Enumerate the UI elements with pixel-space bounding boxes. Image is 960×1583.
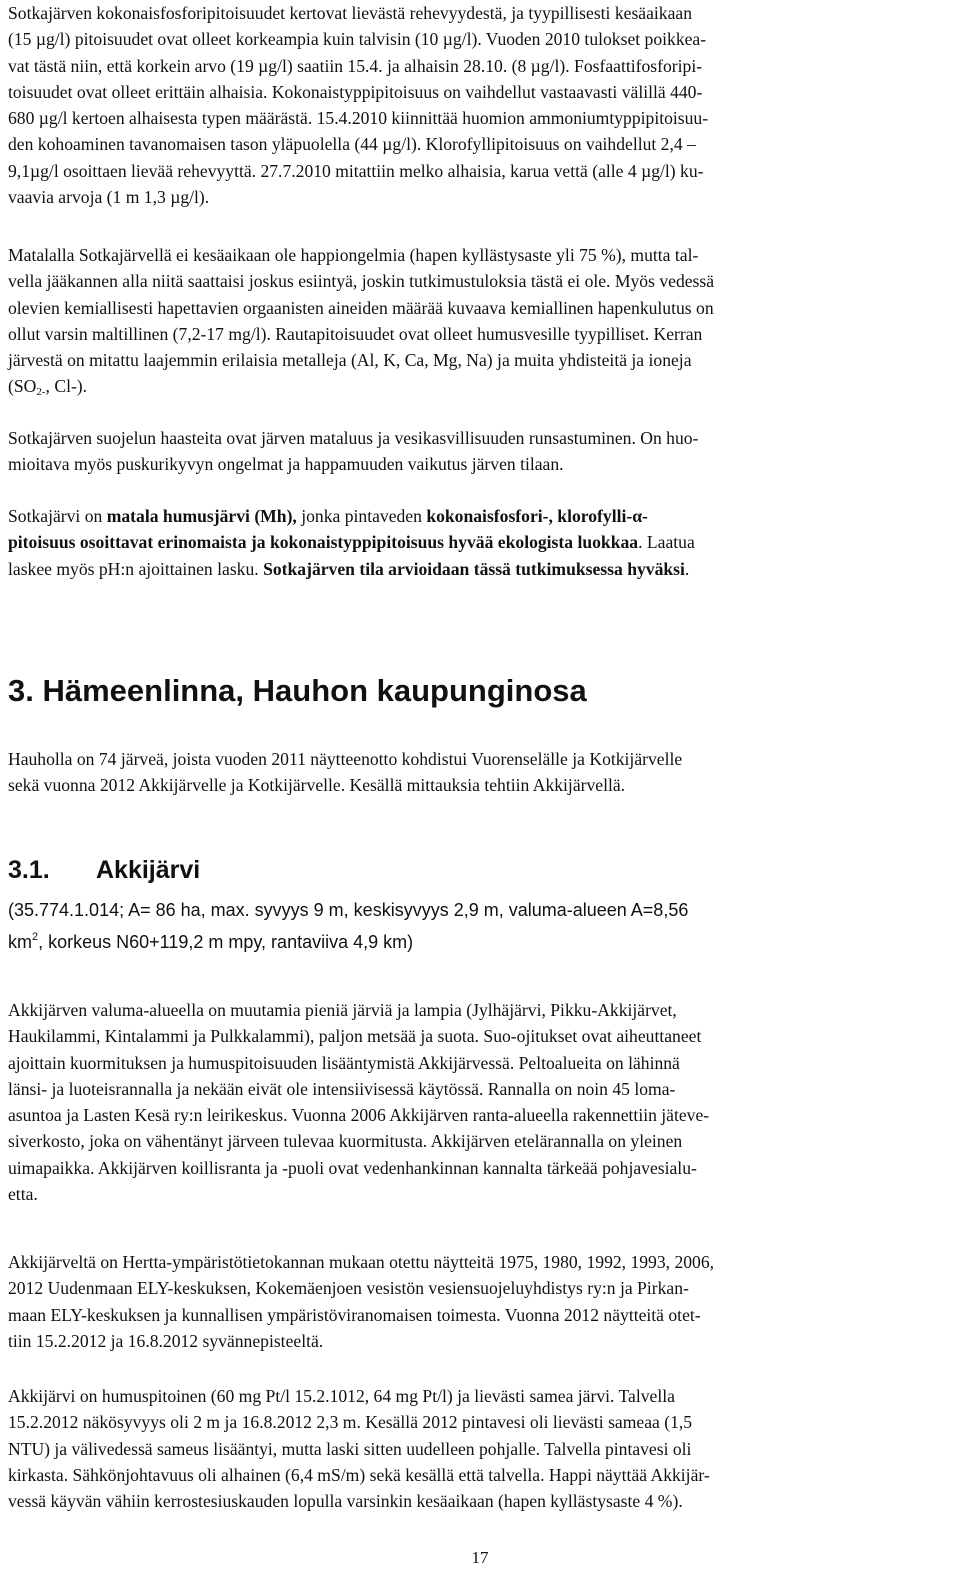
section-heading: 3. Hämeenlinna, Hauhon kaupunginosa [8,673,587,708]
text-line: Matalalla Sotkajärvellä ei kesäaikaan ole happiongelmia (hapen kyllästysaste yli 75 %), mutta tal- [8,245,699,265]
text-run: Sotkajärvi on [8,506,107,526]
text-line: Sotkajärven suojelun haasteita ovat järven mataluus ja vesikasvillisuuden runsastuminen. On huo- [8,428,699,448]
text-line: ollut varsin maltillinen (7,2-17 mg/l). Rautapitoisuudet ovat olleet humusvesille tyypilliset. Kerran [8,323,703,344]
metadata-rest: , korkeus N60+119,2 m mpy, rantaviiva 4,9 km) [38,932,414,952]
text-line: Akkijärven valuma-alueella on muutamia pieniä järviä ja lampia (Jylhäjärvi, Pikku-Akkijärvet, [8,1000,677,1020]
text-line: kirkasta. Sähkönjohtavuus oli alhainen (6,4 mS/m) sekä kesällä että talvella. Happi näyttää Akkijär- [8,1464,710,1485]
text-line: järvestä on mitattu laajemmin erilaisia metalleja (Al, K, Ca, Mg, Na) ja muita yhdisteitä ja ioneja [8,350,692,371]
text-line: mioitava myös puskurikyvyn ongelmat ja happamuuden vaikutus järven tilaan. [8,454,564,475]
text-line: den kohoaminen tavanomaisen tason yläpuolella (44 µg/l). Klorofyllipitoisuus on vaihdellut 2,4 – [8,134,696,155]
text-run: . Laatua [638,532,695,553]
page-number: 17 [471,1548,489,1567]
text-line [8,503,945,529]
text-line: vat tästä niin, että korkein arvo (19 µg/l) saatiin 15.4. ja alhaisin 28.10. (8 µg/l). Fosfaattifosforipi- [8,55,703,76]
text-line: vessä käyvän vähiin kerrostesiuskauden lopulla varsinkin kesäaikaan (hapen kyllästysaste 4 %). [8,1491,683,1512]
subsection-heading [8,855,200,885]
text-line: (15 µg/l) pitoisuudet ovat olleet korkeampia kuin talvisin (10 µg/l). Vuoden 2010 tulokset poikkea- [8,29,707,50]
subsection-title: Akkijärvi [96,856,201,884]
text-run: . [684,558,690,579]
text-line: toisuudet ovat olleet erittäin alhaisia. Kokonaistyppipitoisuus on vaihdellut vastaavasti välillä 440- [8,81,703,102]
text-line: olevien kemiallisesti hapettavien orgaanisten aineiden määrää kuvaava kemiallinen hapenkulutus on [8,297,714,318]
text-line: vella jääkannen alla niitä saattaisi joskus esiintyä, joskin tutkimustuloksia tästä ei ole. Myös vedessä [8,271,715,292]
classification-bold: kokonaisfosfori-, klorofylli-α- [426,506,648,526]
text-line: vaavia arvoja (1 m 1,3 µg/l). [8,187,210,208]
text-line: siverkosto, joka on vähentänyt järveen tulevaa kuormitusta. Akkijärven etelärannalla on yleinen [8,1131,683,1152]
unit-superscript: 2 [32,931,39,943]
text-line: Hauholla on 74 järveä, joista vuoden 2011 näytteenotto kohdistui Vuorenselälle ja Kotkijärvelle [8,749,683,769]
paragraph-sotkajarvi-challenges [8,425,945,478]
text-line [8,556,945,582]
text-line: maan ELY-keskuksen ja kunnallisen ympäristöviranomaisen toimesta. Vuonna 2012 näytteitä otet- [8,1304,701,1325]
text-line: uimapaikka. Akkijärven koillisranta ja -puoli ovat vedenhankinnan kannalta tärkeää pohjavesialu- [8,1157,697,1178]
classification-bold: pitoisuus osoittavat erinomaista ja kokonaistyppipitoisuus hyvää ekologista luokkaa [8,532,639,553]
text-line [8,529,945,555]
text-line: Akkijärveltä on Hertta-ympäristötietokannan mukaan otettu näytteitä 1975, 1980, 1992, 1993, 2006, [8,1252,715,1272]
text-line [8,373,945,405]
text-line: Sotkajärven kokonaisfosforipitoisuudet kertovat lievästä rehevyydestä, ja tyypillisesti kesäaikaan [8,3,693,23]
unit-km: km [8,932,32,952]
lake-metadata [8,897,945,956]
text-run: laskee myös pH:n ajoittainen lasku. [8,558,264,579]
text-line: tiin 15.2.2012 ja 16.8.2012 syvännepisteeltä. [8,1330,324,1351]
sulfate-suffix: , Cl-). [45,376,88,397]
sulfate-subscript: 2- [36,386,46,399]
subsection-number: 3.1. [8,856,50,884]
paragraph-akkijarvi-sampling [8,1249,945,1354]
paragraph-akkijarvi-water-quality [8,1383,945,1514]
text-line: etta. [8,1184,38,1205]
status-conclusion-bold: Sotkajärven tila arvioidaan tässä tutkimuksessa hyväksi [263,558,685,579]
paragraph-sotkajarvi-classification [8,503,945,582]
sulfate-prefix: (SO [8,376,37,397]
text-line: 9,1µg/l osoittaen lievää rehevyyttä. 27.7.2010 mitattiin melko alhaisia, karua vettä (alle 4 µg/l) ku- [8,160,704,181]
text-line: 680 µg/l kertoen alhaisesta typen määrästä. 15.4.2010 kiinnittää huomion ammoniumtyppipitoisuu- [8,108,709,129]
text-line: Akkijärvi on humuspitoinen (60 mg Pt/l 15.2.1012, 64 mg Pt/l) ja lievästi samea järvi. Talvella [8,1386,675,1406]
text-line: asuntoa ja Lasten Kesä ry:n leirikeskus. Vuonna 2006 Akkijärven ranta-alueella rakennettiin jäteve- [8,1105,710,1126]
text-line: länsi- ja luoteisrannalla ja nekään eivät ole intensiivisessä käytössä. Rannalla on noin 45 loma- [8,1078,676,1099]
text-line: ajoittain kuormituksen ja humuspitoisuuden lisääntymistä Akkijärvessä. Peltoalueita on lähinnä [8,1052,680,1073]
paragraph-akkijarvi-catchment [8,997,945,1207]
text-line: sekä vuonna 2012 Akkijärvelle ja Kotkijärvelle. Kesällä mittauksia tehtiin Akkijärvellä. [8,775,626,796]
paragraph-sotkajarvi-nutrients [8,0,945,210]
paragraph-hauho-intro [8,746,945,799]
metadata-line [8,924,945,956]
text-run: jonka pintaveden [296,506,427,526]
text-line: Haukilammi, Kintalammi ja Pulkkalammi), paljon metsää ja suota. Suo-ojitukset ovat aiheuttaneet [8,1026,702,1047]
text-line: NTU) ja välivedessä sameus lisääntyi, mutta laski sitten uudelleen pohjalle. Talvella pintavesi oli [8,1438,692,1459]
paragraph-sotkajarvi-oxygen [8,242,945,406]
lake-type-bold: matala humusjärvi (Mh), [106,506,297,526]
text-line: 2012 Uudenmaan ELY-keskuksen, Kokemäenjoen vesistön vesiensuojeluyhdistys ry:n ja Pirkan- [8,1278,689,1299]
text-line: 15.2.2012 näkösyvyys oli 2 m ja 16.8.2012 2,3 m. Kesällä 2012 pintavesi oli lievästi sameaa (1,5 [8,1412,693,1433]
metadata-line: (35.774.1.014; A= 86 ha, max. syvyys 9 m, keskisyvyys 2,9 m, valuma-alueen A=8,56 [8,900,689,920]
